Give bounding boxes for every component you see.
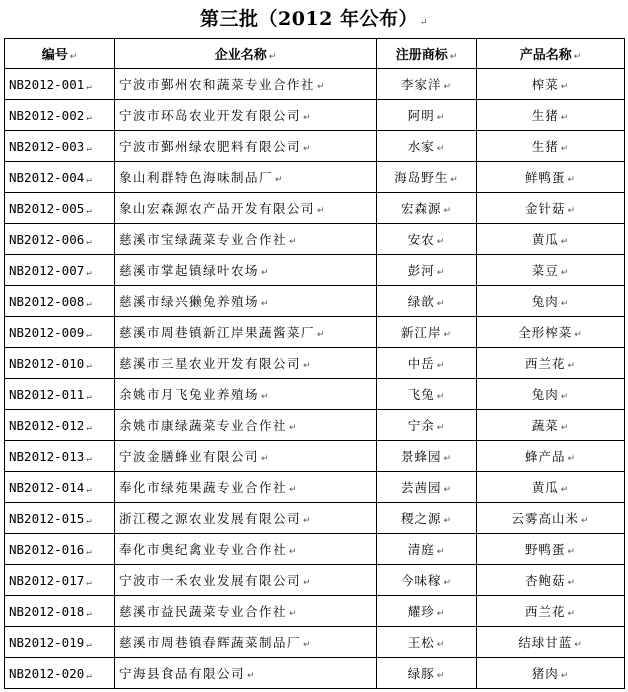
page-title-text: 第三批（2012 年公布）: [199, 8, 418, 30]
table-row: [5, 100, 625, 131]
cell-id-text: NB2012-010: [9, 355, 85, 371]
cell-id: [5, 193, 115, 224]
cell-trademark: [377, 255, 477, 286]
cell-trademark: [377, 565, 477, 596]
cell-id-text: NB2012-008: [9, 293, 85, 309]
cell-trademark-text: 李家洋: [400, 77, 442, 92]
cell-trademark-text: 彭河: [407, 263, 435, 278]
cell-product-text: 金针菇: [524, 201, 566, 216]
cell-id-text: NB2012-009: [9, 324, 85, 340]
cell-company-text: 慈溪市绿兴獭兔养殖场: [119, 294, 260, 309]
return-mark: ↵: [560, 237, 570, 247]
return-mark: ↵: [436, 237, 446, 247]
return-mark: ↵: [86, 267, 92, 278]
cell-product-text: 兔肉: [531, 387, 559, 402]
cell-id-text: NB2012-015: [9, 510, 85, 526]
cell-product: [477, 565, 625, 596]
cell-company-text: 宁海县食品有限公司: [119, 666, 246, 681]
table-row: [5, 472, 625, 503]
table-row: [5, 379, 625, 410]
return-mark: ↵: [289, 547, 299, 557]
cell-trademark: [377, 100, 477, 131]
return-mark: ↵: [436, 299, 446, 309]
header-id: [5, 39, 115, 69]
cell-id: [5, 627, 115, 658]
return-mark: ↵: [436, 392, 446, 402]
cell-trademark: [377, 441, 477, 472]
return-mark: ↵: [86, 143, 92, 154]
cell-company: [115, 131, 377, 162]
cell-trademark: [377, 534, 477, 565]
cell-product: [477, 596, 625, 627]
cell-company: [115, 100, 377, 131]
cell-company-text: 宁波市鄞州农和蔬菜专业合作社: [119, 77, 316, 92]
cell-trademark-text: 稷之源: [400, 511, 442, 526]
return-mark: ↵: [289, 609, 299, 619]
return-mark: ↵: [567, 454, 577, 464]
cell-company: [115, 379, 377, 410]
cell-product: [477, 410, 625, 441]
cell-company-text: 慈溪市三星农业开发有限公司: [119, 356, 302, 371]
return-mark: ↵: [86, 329, 92, 340]
cell-product: [477, 503, 625, 534]
cell-id-text: NB2012-020: [9, 665, 85, 681]
return-mark: ↵: [443, 206, 453, 216]
cell-product-text: 结球甘蓝: [518, 635, 573, 650]
cell-product: [477, 658, 625, 689]
cell-product-text: 杏鲍菇: [524, 573, 566, 588]
cell-id-text: NB2012-006: [9, 231, 85, 247]
cell-company-text: 余姚市康绿蔬菜专业合作社: [119, 418, 288, 433]
return-mark: ↵: [86, 515, 92, 526]
cell-id-text: NB2012-003: [9, 138, 85, 154]
return-mark: ↵: [574, 640, 583, 650]
cell-id: [5, 534, 115, 565]
cell-trademark-text: 宁余: [407, 418, 435, 433]
cell-product-text: 兔肉: [531, 294, 559, 309]
table-row: [5, 565, 625, 596]
return-mark: ↵: [436, 268, 446, 278]
cell-company: [115, 193, 377, 224]
cell-product-text: 生猪: [531, 139, 559, 154]
return-mark: ↵: [86, 670, 92, 681]
cell-id: [5, 224, 115, 255]
return-mark: ↵: [275, 175, 285, 185]
cell-trademark: [377, 410, 477, 441]
cell-product: [477, 348, 625, 379]
cell-company-text: 慈溪市周巷镇新江岸果蔬酱菜厂: [119, 325, 316, 340]
cell-trademark-text: 景蜂园: [400, 449, 442, 464]
cell-trademark: [377, 596, 477, 627]
cell-id: [5, 379, 115, 410]
return-mark: ↵: [86, 112, 92, 123]
return-mark: ↵: [86, 391, 92, 402]
return-mark: ↵: [268, 52, 277, 62]
table-row: [5, 627, 625, 658]
return-mark: ↵: [86, 608, 92, 619]
table-row: [5, 503, 625, 534]
cell-product: [477, 193, 625, 224]
cell-company: [115, 503, 377, 534]
cell-company: [115, 317, 377, 348]
cell-product: [477, 131, 625, 162]
return-mark: ↵: [436, 361, 446, 371]
table-row: [5, 441, 625, 472]
return-mark: ↵: [560, 392, 570, 402]
return-mark: ↵: [86, 236, 92, 247]
cell-product: [477, 224, 625, 255]
return-mark: ↵: [86, 422, 92, 433]
cell-trademark-text: 清庭: [407, 542, 435, 557]
cell-company-text: 宁波金膳蜂业有限公司: [119, 449, 260, 464]
cell-product-text: 云雾高山米: [511, 511, 579, 526]
cell-id-text: NB2012-011: [9, 386, 85, 402]
return-mark: ↵: [303, 361, 313, 371]
return-mark: ↵: [443, 578, 453, 588]
cell-trademark-text: 芸茜园: [400, 480, 442, 495]
return-mark: ↵: [560, 144, 570, 154]
cell-company-text: 慈溪市益民蔬菜专业合作社: [119, 604, 288, 619]
table-row: [5, 596, 625, 627]
return-mark: ↵: [436, 640, 446, 650]
table-row: [5, 286, 625, 317]
cell-company-text: 宁波市环岛农业开发有限公司: [119, 108, 302, 123]
cell-company: [115, 162, 377, 193]
cell-product: [477, 255, 625, 286]
cell-id-text: NB2012-004: [9, 169, 85, 185]
cell-trademark: [377, 224, 477, 255]
cell-id: [5, 69, 115, 100]
cell-trademark-text: 宏森源: [400, 201, 442, 216]
cell-product-text: 鲜鸭蛋: [524, 170, 566, 185]
table-row: [5, 131, 625, 162]
return-mark: ↵: [303, 640, 313, 650]
cell-product-text: 西兰花: [524, 604, 566, 619]
return-mark: ↵: [247, 671, 257, 681]
return-mark: ↵: [303, 516, 313, 526]
cell-id: [5, 658, 115, 689]
cell-company-text: 慈溪市周巷镇春辉蔬菜制品厂: [119, 635, 302, 650]
return-mark: ↵: [443, 82, 453, 92]
cell-product: [477, 441, 625, 472]
return-mark: ↵: [436, 609, 446, 619]
cell-id: [5, 410, 115, 441]
cell-id-text: NB2012-005: [9, 200, 85, 216]
return-mark: ↵: [436, 144, 446, 154]
cell-id-text: NB2012-017: [9, 572, 85, 588]
header-product: [477, 39, 625, 69]
cell-trademark: [377, 503, 477, 534]
cell-trademark-text: 阿明: [407, 108, 435, 123]
cell-trademark: [377, 472, 477, 503]
cell-trademark-text: 绿豚: [407, 666, 435, 681]
cell-trademark-text: 新江岸: [400, 325, 442, 340]
cell-id: [5, 503, 115, 534]
cell-trademark: [377, 162, 477, 193]
return-mark: ↵: [567, 609, 577, 619]
return-mark: ↵: [86, 360, 92, 371]
return-mark: ↵: [289, 423, 299, 433]
return-mark: ↵: [86, 174, 92, 185]
table-row: [5, 69, 625, 100]
cell-id: [5, 596, 115, 627]
cell-id: [5, 317, 115, 348]
return-mark: ↵: [86, 205, 92, 216]
cell-company-text: 象山利群特色海味制品厂: [119, 170, 274, 185]
cell-company: [115, 596, 377, 627]
cell-product-text: 野鸭蛋: [524, 542, 566, 557]
return-mark: ↵: [436, 671, 446, 681]
cell-trademark: [377, 627, 477, 658]
return-mark: ↵: [567, 547, 577, 557]
return-mark: ↵: [303, 113, 313, 123]
cell-trademark-text: 绿歆: [407, 294, 435, 309]
cell-trademark-text: 飞兔: [407, 387, 435, 402]
return-mark: ↵: [574, 330, 583, 340]
cell-trademark: [377, 69, 477, 100]
cell-product-text: 生猪: [531, 108, 559, 123]
cell-company: [115, 565, 377, 596]
cell-product: [477, 627, 625, 658]
cell-product-text: 西兰花: [524, 356, 566, 371]
cell-trademark-text: 今味稼: [400, 573, 442, 588]
cell-company: [115, 286, 377, 317]
return-mark: ↵: [560, 671, 570, 681]
page-title: [0, 6, 628, 36]
header-id-label: 编号: [41, 48, 68, 63]
cell-id: [5, 131, 115, 162]
table-row: [5, 193, 625, 224]
return-mark: ↵: [560, 268, 570, 278]
cell-trademark: [377, 193, 477, 224]
cell-product: [477, 69, 625, 100]
cell-company-text: 宁波市一禾农业发展有限公司: [119, 573, 302, 588]
table-row: [5, 410, 625, 441]
cell-product-text: 菜豆: [531, 263, 559, 278]
header-product-label: 产品名称: [519, 48, 572, 63]
cell-company: [115, 255, 377, 286]
cell-id-text: NB2012-014: [9, 479, 85, 495]
cell-company: [115, 69, 377, 100]
return-mark: ↵: [560, 82, 570, 92]
return-mark: ↵: [436, 113, 446, 123]
cell-product-text: 蔬菜: [531, 418, 559, 433]
cell-id: [5, 348, 115, 379]
table-row: [5, 348, 625, 379]
table-row: [5, 534, 625, 565]
cell-product-text: 猪肉: [531, 666, 559, 681]
header-company: [115, 39, 377, 69]
cell-trademark-text: 耀珍: [407, 604, 435, 619]
cell-company: [115, 348, 377, 379]
return-mark: ↵: [86, 298, 92, 309]
cell-product-text: 黄瓜: [531, 480, 559, 495]
cell-product-text: 全形榨菜: [518, 325, 573, 340]
table-row: [5, 658, 625, 689]
table-row: [5, 317, 625, 348]
table-body: [5, 69, 625, 689]
cell-trademark-text: 王松: [407, 635, 435, 650]
registration-table: [4, 38, 625, 689]
cell-company: [115, 410, 377, 441]
cell-company-text: 余姚市月飞兔业养殖场: [119, 387, 260, 402]
cell-trademark-text: 水家: [407, 139, 435, 154]
cell-company: [115, 224, 377, 255]
return-mark: ↵: [289, 237, 299, 247]
cell-company-text: 慈溪市掌起镇绿叶农场: [119, 263, 260, 278]
cell-trademark-text: 中岳: [407, 356, 435, 371]
return-mark: ↵: [303, 578, 313, 588]
return-mark: ↵: [317, 82, 327, 92]
table-row: [5, 224, 625, 255]
cell-id-text: NB2012-019: [9, 634, 85, 650]
header-trademark: [377, 39, 477, 69]
cell-product: [477, 100, 625, 131]
cell-id-text: NB2012-012: [9, 417, 85, 433]
cell-company: [115, 441, 377, 472]
return-mark: ↵: [449, 52, 458, 62]
return-mark: ↵: [317, 330, 327, 340]
return-mark: ↵: [450, 175, 459, 185]
cell-trademark: [377, 286, 477, 317]
cell-company-text: 慈溪市宝绿蔬菜专业合作社: [119, 232, 288, 247]
cell-id: [5, 441, 115, 472]
cell-product-text: 黄瓜: [531, 232, 559, 247]
return-mark: ↵: [86, 577, 92, 588]
return-mark: ↵: [419, 18, 429, 28]
return-mark: ↵: [289, 485, 299, 495]
cell-company: [115, 472, 377, 503]
return-mark: ↵: [443, 454, 453, 464]
cell-id-text: NB2012-013: [9, 448, 85, 464]
table-header: [5, 39, 625, 69]
cell-product: [477, 317, 625, 348]
return-mark: ↵: [86, 546, 92, 557]
return-mark: ↵: [560, 423, 570, 433]
cell-id: [5, 100, 115, 131]
return-mark: ↵: [261, 268, 271, 278]
cell-product: [477, 379, 625, 410]
return-mark: ↵: [317, 206, 327, 216]
header-row: [5, 39, 625, 69]
return-mark: ↵: [69, 52, 78, 62]
cell-trademark: [377, 131, 477, 162]
return-mark: ↵: [560, 113, 570, 123]
cell-company: [115, 658, 377, 689]
return-mark: ↵: [303, 144, 313, 154]
return-mark: ↵: [261, 299, 271, 309]
cell-company-text: 奉化市绿苑果蔬专业合作社: [119, 480, 288, 495]
cell-product: [477, 472, 625, 503]
return-mark: ↵: [443, 516, 453, 526]
cell-id-text: NB2012-018: [9, 603, 85, 619]
cell-product: [477, 286, 625, 317]
cell-id: [5, 286, 115, 317]
cell-company: [115, 534, 377, 565]
return-mark: ↵: [567, 206, 577, 216]
return-mark: ↵: [560, 485, 570, 495]
cell-product: [477, 534, 625, 565]
return-mark: ↵: [567, 578, 577, 588]
cell-id: [5, 162, 115, 193]
cell-product-text: 榨菜: [531, 77, 559, 92]
return-mark: ↵: [436, 423, 446, 433]
cell-id-text: NB2012-001: [9, 76, 85, 92]
cell-product-text: 蜂产品: [524, 449, 566, 464]
cell-trademark: [377, 379, 477, 410]
cell-id-text: NB2012-007: [9, 262, 85, 278]
cell-id-text: NB2012-016: [9, 541, 85, 557]
return-mark: ↵: [443, 485, 453, 495]
cell-id: [5, 255, 115, 286]
return-mark: ↵: [436, 547, 446, 557]
return-mark: ↵: [86, 639, 92, 650]
return-mark: ↵: [443, 330, 453, 340]
cell-trademark-text: 海岛野生: [394, 170, 449, 185]
cell-id-text: NB2012-002: [9, 107, 85, 123]
cell-company-text: 浙江稷之源农业发展有限公司: [119, 511, 302, 526]
table-row: [5, 162, 625, 193]
cell-id: [5, 472, 115, 503]
cell-company-text: 宁波市鄞州绿农肥料有限公司: [119, 139, 302, 154]
cell-trademark: [377, 317, 477, 348]
cell-company-text: 象山宏森源农产品开发有限公司: [119, 201, 316, 216]
cell-trademark-text: 安农: [407, 232, 435, 247]
return-mark: ↵: [560, 299, 570, 309]
return-mark: ↵: [86, 484, 92, 495]
header-trademark-label: 注册商标: [395, 48, 448, 63]
cell-id: [5, 565, 115, 596]
return-mark: ↵: [86, 81, 92, 92]
cell-trademark: [377, 348, 477, 379]
return-mark: ↵: [580, 516, 590, 526]
return-mark: ↵: [567, 361, 577, 371]
return-mark: ↵: [261, 454, 271, 464]
return-mark: ↵: [567, 175, 577, 185]
cell-trademark: [377, 658, 477, 689]
table-row: [5, 255, 625, 286]
cell-product: [477, 162, 625, 193]
return-mark: ↵: [573, 52, 582, 62]
cell-company: [115, 627, 377, 658]
return-mark: ↵: [86, 453, 92, 464]
return-mark: ↵: [261, 392, 271, 402]
header-company-label: 企业名称: [214, 48, 267, 63]
cell-company-text: 奉化市奥纪禽业专业合作社: [119, 542, 288, 557]
